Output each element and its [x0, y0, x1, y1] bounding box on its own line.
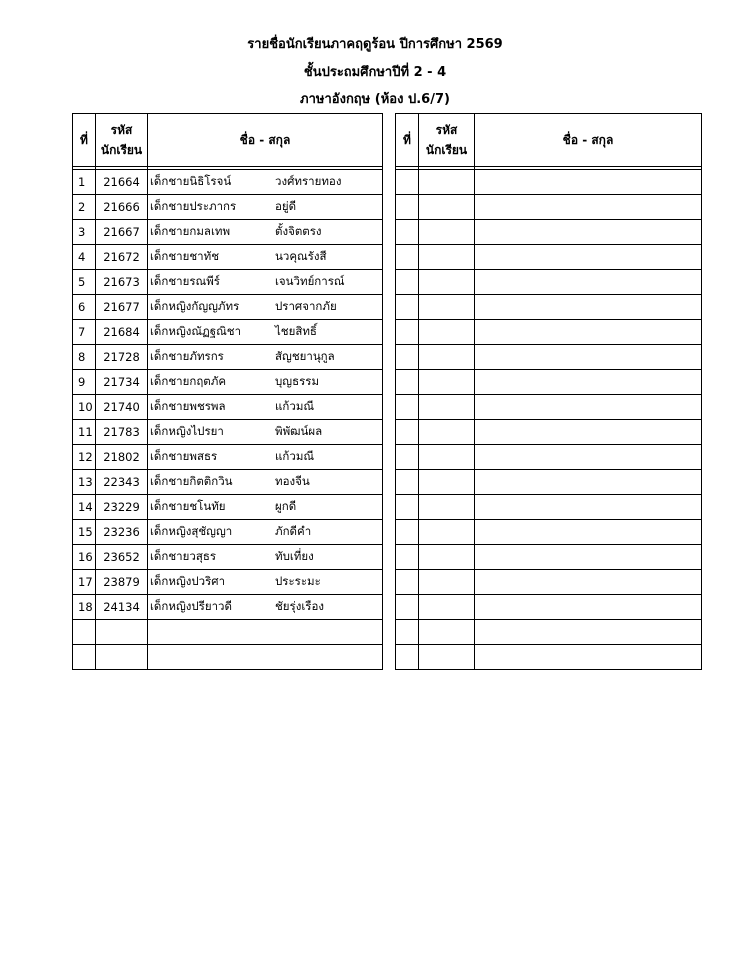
student-first-name: เด็กหญิงไปรยา — [150, 424, 224, 438]
student-id-cell: 21673 — [96, 270, 148, 295]
subject-room: ภาษาอังกฤษ (ห้อง ป.6/7) — [300, 92, 450, 107]
empty-rows — [396, 170, 702, 670]
student-first-name: เด็กชายกิตติกวิน — [150, 474, 233, 488]
row-number-cell: 12 — [73, 445, 96, 470]
empty-row — [396, 270, 702, 295]
student-name-cell — [475, 595, 702, 620]
student-name-cell — [475, 395, 702, 420]
student-name-cell — [148, 495, 383, 520]
student-first-name: เด็กหญิงปวริศา — [150, 574, 226, 588]
row-number-cell — [396, 470, 419, 495]
student-name-cell — [475, 320, 702, 345]
row-number-cell: 2 — [73, 195, 96, 220]
student-id-cell — [419, 420, 475, 445]
student-name-cell — [148, 245, 383, 270]
student-last-name: สัญชยานุกูล — [275, 349, 335, 363]
student-id-cell — [419, 520, 475, 545]
student-name-cell — [475, 195, 702, 220]
student-last-name: ทองจีน — [275, 474, 310, 488]
student-row — [73, 445, 383, 470]
empty-row — [396, 245, 702, 270]
student-name-cell — [148, 445, 383, 470]
empty-row — [396, 645, 702, 670]
student-id-cell: 22343 — [96, 470, 148, 495]
student-id-cell: 21664 — [96, 170, 148, 195]
student-name-cell — [148, 320, 383, 345]
row-number-cell: 7 — [73, 320, 96, 345]
document-title: รายชื่อนักเรียนภาคฤดูร้อน ปีการศึกษา 2569 — [247, 37, 503, 52]
student-row — [73, 395, 383, 420]
column-header-id-line1: รหัส — [435, 123, 458, 137]
row-number-cell — [396, 220, 419, 245]
student-id-cell — [419, 595, 475, 620]
student-id-cell — [419, 270, 475, 295]
student-last-name: อยู่ดี — [275, 199, 297, 213]
student-name-cell — [148, 620, 383, 645]
student-name-cell — [475, 270, 702, 295]
student-id-cell: 21740 — [96, 395, 148, 420]
student-last-name: ตั้งจิตตรง — [275, 224, 322, 238]
student-id-cell — [419, 320, 475, 345]
empty-row — [396, 445, 702, 470]
student-name-cell — [148, 645, 383, 670]
student-first-name: เด็กชายประภากร — [150, 199, 237, 213]
student-id-cell: 23652 — [96, 545, 148, 570]
student-name-cell — [148, 170, 383, 195]
student-id-cell: 21672 — [96, 245, 148, 270]
student-id-cell: 21734 — [96, 370, 148, 395]
student-id-cell — [419, 495, 475, 520]
student-first-name: เด็กชายพสธร — [150, 449, 218, 463]
student-name-cell — [475, 370, 702, 395]
empty-row — [396, 195, 702, 220]
column-header-student-id — [96, 114, 148, 167]
empty-row — [73, 645, 383, 670]
student-name-cell — [475, 420, 702, 445]
student-name-cell — [148, 195, 383, 220]
row-number-cell: 6 — [73, 295, 96, 320]
student-id-cell: 21667 — [96, 220, 148, 245]
student-id-cell — [419, 220, 475, 245]
student-id-cell: 21684 — [96, 320, 148, 345]
student-id-cell: 21802 — [96, 445, 148, 470]
student-name-cell — [148, 395, 383, 420]
student-last-name: ผูกดี — [275, 499, 297, 513]
column-header-no: ที่ — [396, 114, 419, 167]
student-last-name: ประระมะ — [275, 574, 321, 588]
row-number-cell — [396, 170, 419, 195]
student-row — [73, 595, 383, 620]
student-row — [73, 245, 383, 270]
student-id-cell: 21666 — [96, 195, 148, 220]
student-first-name: เด็กชายชาทัช — [150, 249, 220, 263]
student-row — [73, 195, 383, 220]
student-row — [73, 345, 383, 370]
row-number-cell: 15 — [73, 520, 96, 545]
student-name-cell — [148, 220, 383, 245]
row-number-cell: 5 — [73, 270, 96, 295]
empty-row — [396, 520, 702, 545]
student-row — [73, 295, 383, 320]
student-name-cell — [475, 220, 702, 245]
student-name-cell — [475, 620, 702, 645]
student-row — [73, 370, 383, 395]
student-last-name: เจนวิทย์การณ์ — [275, 274, 345, 288]
student-id-cell: 24134 — [96, 595, 148, 620]
row-number-cell — [396, 570, 419, 595]
student-last-name: ภักดีคำ — [275, 524, 312, 538]
student-name-cell — [475, 645, 702, 670]
row-number-cell — [73, 620, 96, 645]
row-number-cell — [396, 420, 419, 445]
student-first-name: เด็กชายชโนทัย — [150, 499, 226, 513]
student-first-name: เด็กชายกฤตภัค — [150, 374, 227, 388]
row-number-cell: 17 — [73, 570, 96, 595]
row-number-cell — [396, 545, 419, 570]
student-row — [73, 495, 383, 520]
student-name-cell — [475, 445, 702, 470]
student-id-cell: 21677 — [96, 295, 148, 320]
student-rows — [73, 170, 383, 670]
empty-row — [396, 395, 702, 420]
student-first-name: เด็กชายนิธิโรจน์ — [150, 174, 232, 188]
empty-row — [396, 470, 702, 495]
student-last-name: ปราศจากภัย — [275, 299, 337, 313]
student-first-name: เด็กชายพชรพล — [150, 399, 226, 413]
empty-row — [396, 370, 702, 395]
student-last-name: ไชยสิทธิ์ — [275, 324, 317, 338]
student-id-cell — [419, 295, 475, 320]
row-number-cell — [396, 370, 419, 395]
student-name-cell — [148, 545, 383, 570]
column-header-id-line2: นักเรียน — [425, 143, 468, 157]
student-last-name: แก้วมณี — [275, 399, 315, 413]
student-row — [73, 570, 383, 595]
row-number-cell: 18 — [73, 595, 96, 620]
student-id-cell — [419, 470, 475, 495]
student-id-cell: 23229 — [96, 495, 148, 520]
student-name-cell — [148, 295, 383, 320]
row-number-cell — [73, 645, 96, 670]
student-last-name: ชัยรุ่งเรือง — [275, 599, 324, 613]
student-id-cell: 21783 — [96, 420, 148, 445]
student-first-name: เด็กชายภัทรกร — [150, 349, 224, 363]
student-last-name: พิพัฒน์ผล — [275, 424, 323, 438]
row-number-cell: 1 — [73, 170, 96, 195]
student-name-cell — [475, 570, 702, 595]
student-id-cell — [419, 345, 475, 370]
row-number-cell: 10 — [73, 395, 96, 420]
row-number-cell: 8 — [73, 345, 96, 370]
row-number-cell: 14 — [73, 495, 96, 520]
student-id-cell — [419, 445, 475, 470]
empty-row — [73, 620, 383, 645]
row-number-cell — [396, 520, 419, 545]
student-id-cell — [419, 645, 475, 670]
student-id-cell — [419, 620, 475, 645]
row-number-cell — [396, 395, 419, 420]
empty-row — [396, 295, 702, 320]
row-number-cell — [396, 495, 419, 520]
student-last-name: วงศ์ทรายทอง — [275, 174, 342, 188]
student-name-cell — [148, 595, 383, 620]
column-header-student-id — [419, 114, 475, 167]
empty-row — [396, 420, 702, 445]
student-row — [73, 270, 383, 295]
student-name-cell — [148, 470, 383, 495]
student-name-cell — [148, 570, 383, 595]
student-id-cell — [96, 620, 148, 645]
student-name-cell — [148, 420, 383, 445]
row-number-cell — [396, 645, 419, 670]
column-header-name: ชื่อ - สกุล — [475, 114, 702, 167]
student-row — [73, 170, 383, 195]
row-number-cell — [396, 620, 419, 645]
empty-row — [396, 495, 702, 520]
student-row — [73, 320, 383, 345]
empty-row — [396, 570, 702, 595]
student-last-name: ทับเที่ยง — [275, 549, 314, 563]
row-number-cell — [396, 320, 419, 345]
student-first-name: เด็กชายรณพีร์ — [150, 274, 220, 288]
student-first-name: เด็กชายกมลเทพ — [150, 224, 231, 238]
student-last-name: นวคุณรังสี — [275, 249, 327, 263]
empty-row — [396, 545, 702, 570]
student-name-cell — [475, 495, 702, 520]
student-first-name: เด็กชายวสุธร — [150, 549, 217, 563]
student-id-cell — [419, 245, 475, 270]
column-header-no: ที่ — [73, 114, 96, 167]
student-first-name: เด็กหญิงสุชัญญา — [150, 524, 233, 538]
empty-row — [396, 320, 702, 345]
empty-roster-table — [395, 113, 702, 670]
student-row — [73, 220, 383, 245]
student-id-cell: 21728 — [96, 345, 148, 370]
student-id-cell — [419, 395, 475, 420]
student-name-cell — [148, 520, 383, 545]
student-name-cell — [148, 270, 383, 295]
column-header-name: ชื่อ - สกุล — [148, 114, 383, 167]
row-number-cell — [396, 195, 419, 220]
student-id-cell — [419, 545, 475, 570]
row-number-cell: 16 — [73, 545, 96, 570]
student-row — [73, 420, 383, 445]
student-name-cell — [475, 345, 702, 370]
student-id-cell — [419, 370, 475, 395]
row-number-cell — [396, 270, 419, 295]
student-id-cell: 23236 — [96, 520, 148, 545]
student-roster-table — [72, 113, 383, 670]
student-id-cell — [419, 195, 475, 220]
empty-row — [396, 170, 702, 195]
student-row — [73, 470, 383, 495]
student-name-cell — [475, 520, 702, 545]
column-header-id-line1: รหัส — [110, 123, 133, 137]
column-header-id-line2: นักเรียน — [100, 143, 143, 157]
row-number-cell — [396, 345, 419, 370]
row-number-cell: 9 — [73, 370, 96, 395]
row-number-cell — [396, 445, 419, 470]
student-first-name: เด็กหญิงปรียาวดี — [150, 599, 232, 613]
row-number-cell: 13 — [73, 470, 96, 495]
row-number-cell — [396, 295, 419, 320]
student-name-cell — [475, 545, 702, 570]
class-level: ชั้นประถมศึกษาปีที่ 2 - 4 — [303, 65, 447, 80]
empty-row — [396, 620, 702, 645]
student-id-cell: 23879 — [96, 570, 148, 595]
student-id-cell — [419, 170, 475, 195]
student-name-cell — [475, 170, 702, 195]
empty-row — [396, 595, 702, 620]
student-row — [73, 520, 383, 545]
student-name-cell — [475, 470, 702, 495]
student-last-name: บุญธรรม — [275, 374, 320, 388]
row-number-cell — [396, 245, 419, 270]
student-name-cell — [475, 295, 702, 320]
student-name-cell — [148, 370, 383, 395]
student-name-cell — [475, 245, 702, 270]
student-last-name: แก้วมณี — [275, 449, 315, 463]
row-number-cell — [396, 595, 419, 620]
row-number-cell: 4 — [73, 245, 96, 270]
student-row — [73, 545, 383, 570]
row-number-cell: 3 — [73, 220, 96, 245]
student-id-cell — [96, 645, 148, 670]
empty-row — [396, 220, 702, 245]
empty-row — [396, 345, 702, 370]
student-name-cell — [148, 345, 383, 370]
student-id-cell — [419, 570, 475, 595]
row-number-cell: 11 — [73, 420, 96, 445]
student-first-name: เด็กหญิงณัฏฐณิชา — [150, 324, 242, 338]
student-first-name: เด็กหญิงกัญญภัทร — [150, 299, 240, 313]
